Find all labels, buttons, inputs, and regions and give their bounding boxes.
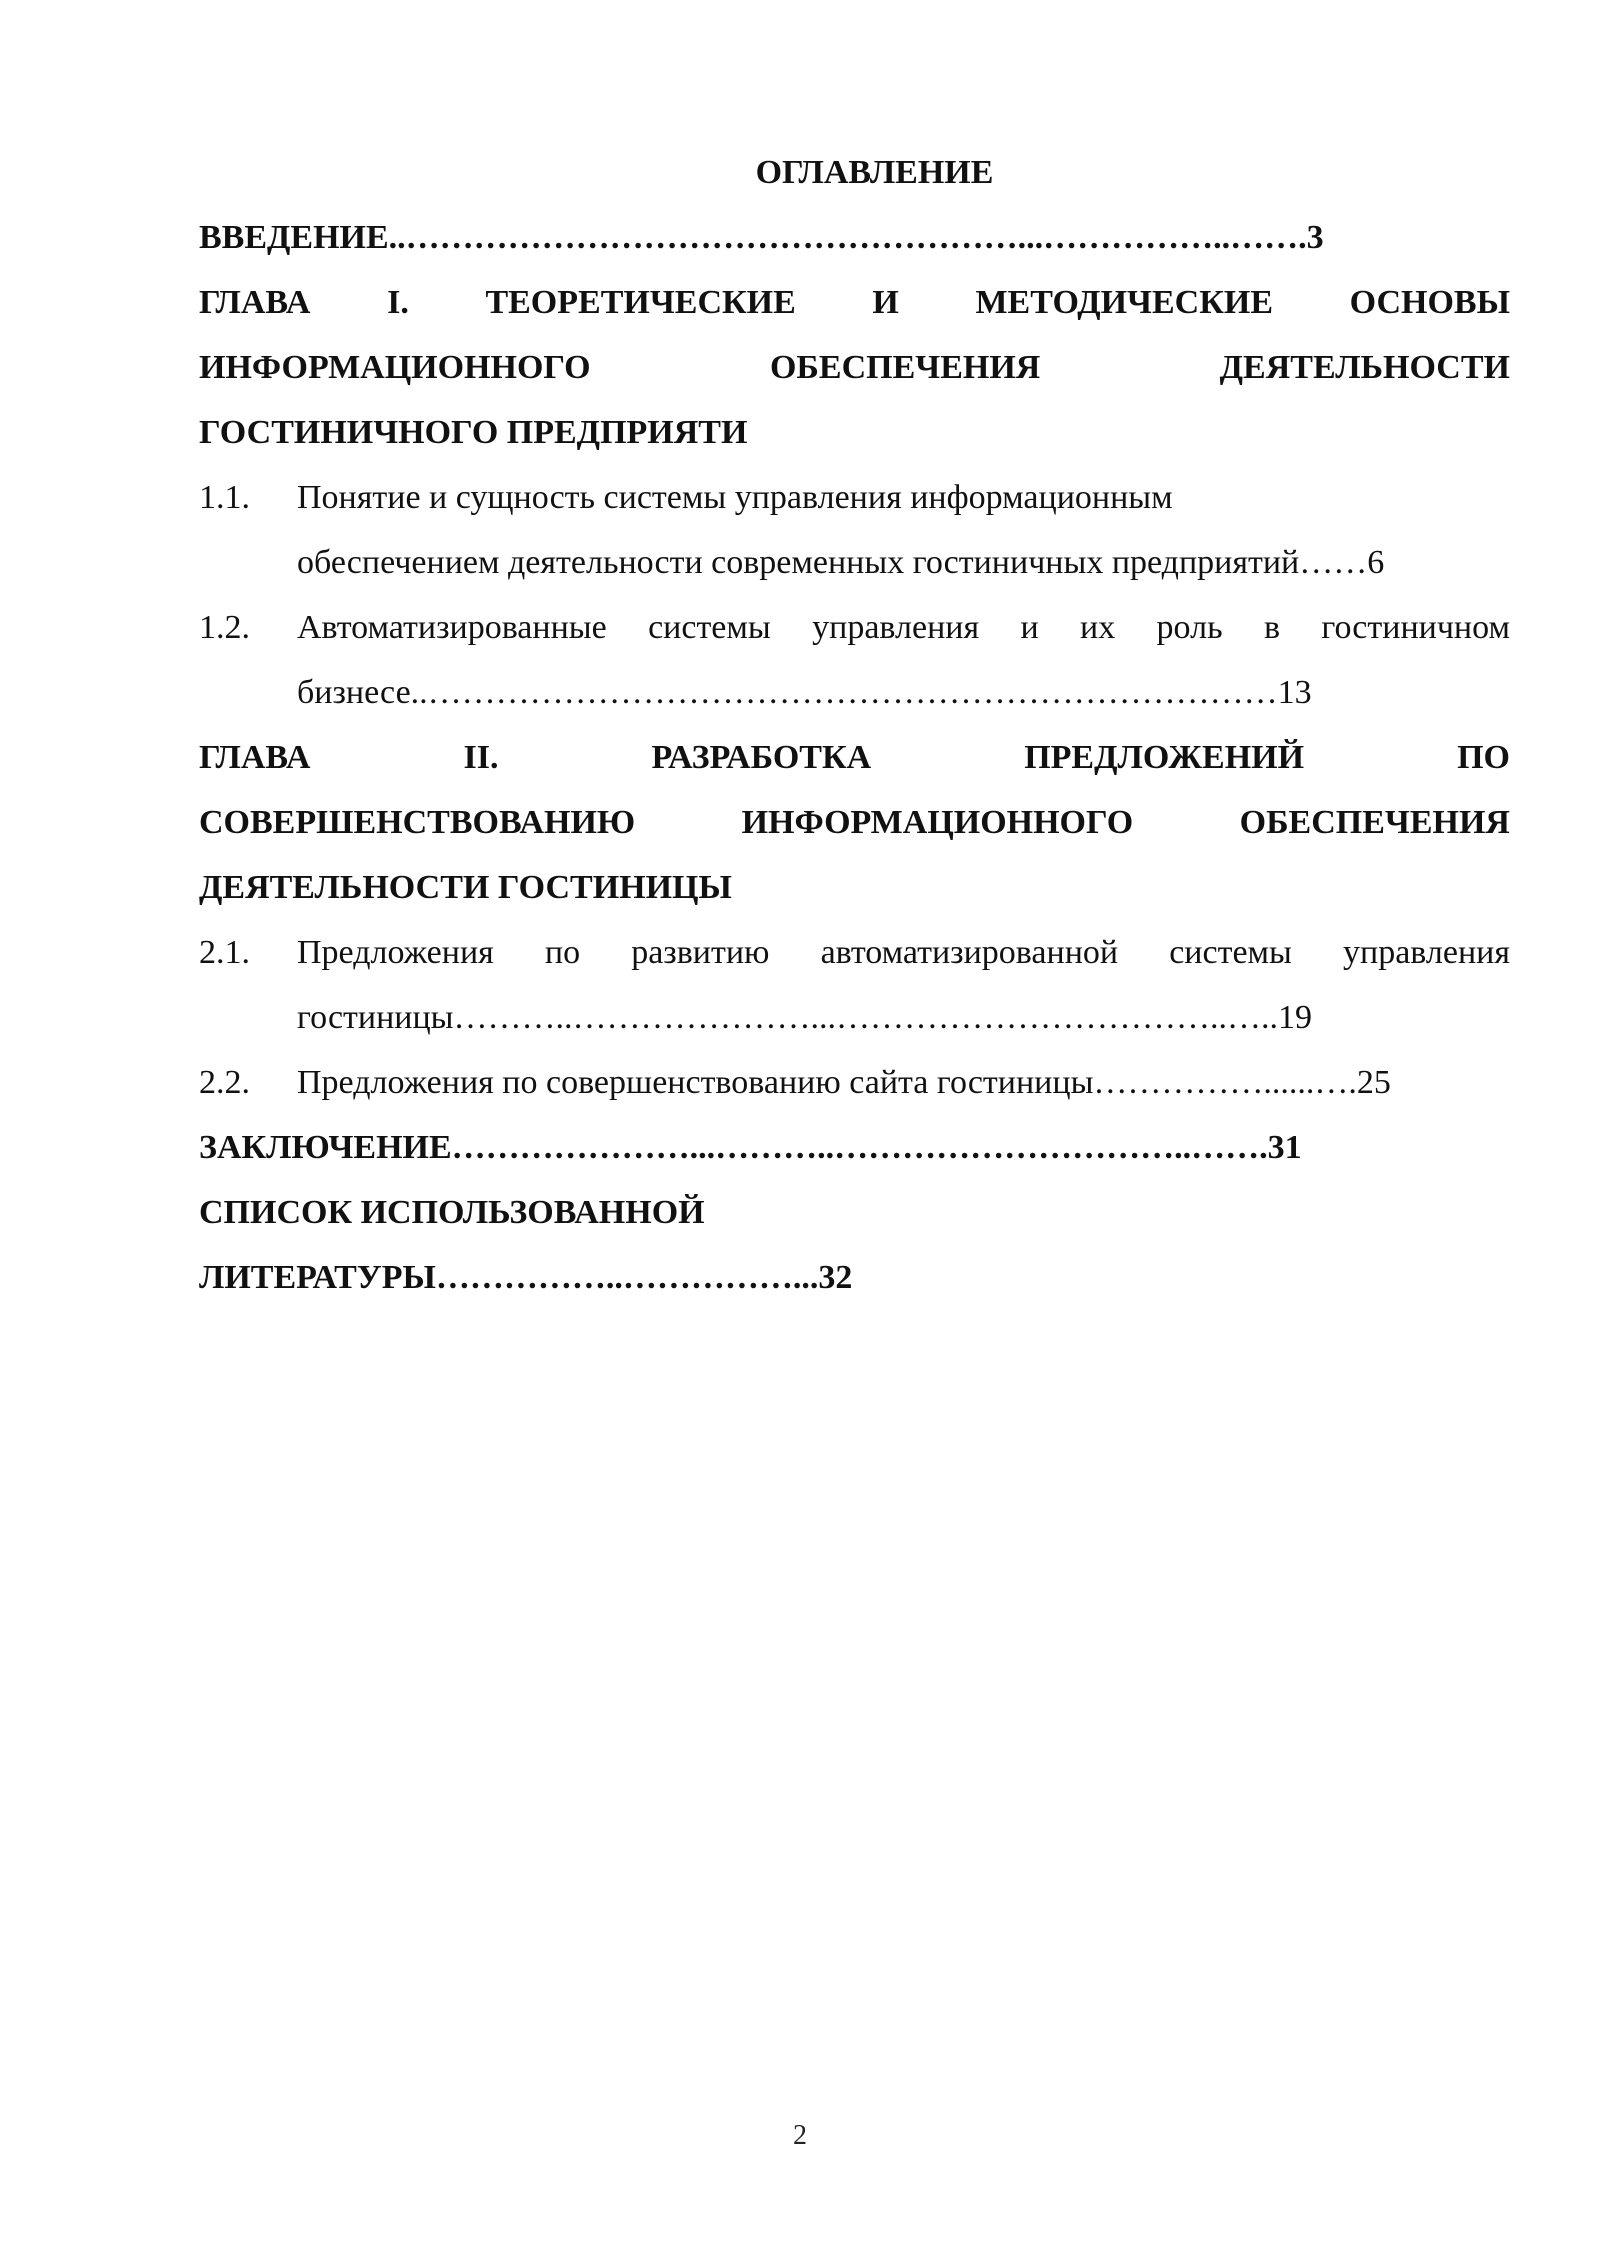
section-title-line-2: гостиницы………..…………………...……………………………..…..19 [297, 999, 1313, 1036]
table-of-contents [199, 140, 1510, 1310]
toc-entry-introduction: ВВЕДЕНИЕ..………………………………………………...……………..…….3 [199, 219, 1324, 256]
section-title-line-2: бизнесе..…………………………………………………………………13 [297, 674, 1312, 711]
section-number: 1.1. [199, 479, 250, 516]
toc-chapter-1-line-1: ГЛАВА I. ТЕОРЕТИЧЕСКИЕ И МЕТОДИЧЕСКИЕ ОСНОВЫ [199, 284, 1510, 321]
toc-section-2-1 [199, 920, 1510, 1050]
section-title-line-1: Понятие и сущность системы управления информационным [297, 479, 1173, 516]
toc-chapter-1-line-2: ИНФОРМАЦИОННОГО ОБЕСПЕЧЕНИЯ ДЕЯТЕЛЬНОСТИ [199, 349, 1510, 386]
toc-section-1-2 [199, 595, 1510, 725]
section-number: 2.1. [199, 934, 250, 971]
section-title-line-1: Предложения по совершенствованию сайта гостиницы……………......….25 [297, 1064, 1391, 1101]
section-title-line-1: Предложения по развитию автоматизированной системы управления [297, 934, 1510, 971]
toc-chapter-1-line-3: ГОСТИНИЧНОГО ПРЕДПРИЯТИ [199, 414, 748, 451]
toc-entry-conclusion: ЗАКЛЮЧЕНИЕ…………………...………..…………………………..…….31 [199, 1129, 1302, 1166]
toc-section-1-1 [199, 465, 1510, 595]
toc-chapter-2-line-1: ГЛАВА II. РАЗРАБОТКА ПРЕДЛОЖЕНИЙ ПО [199, 739, 1510, 776]
section-title-line-1: Автоматизированные системы управления и их роль в гостиничном [297, 609, 1510, 646]
toc-title: ОГЛАВЛЕНИЕ [755, 154, 994, 191]
toc-chapter-2-line-2: СОВЕРШЕНСТВОВАНИЮ ИНФОРМАЦИОННОГО ОБЕСПЕЧЕНИЯ [199, 804, 1510, 841]
toc-entry-references-line-1: СПИСОК ИСПОЛЬЗОВАННОЙ [199, 1194, 705, 1231]
page-number: 2 [793, 2120, 807, 2151]
section-number: 1.2. [199, 609, 250, 646]
section-title-line-2: обеспечением деятельности современных гостиничных предприятий……6 [297, 544, 1385, 581]
toc-entry-references-line-2: ЛИТЕРАТУРЫ……………..……………...32 [199, 1259, 853, 1296]
section-number: 2.2. [199, 1064, 250, 1101]
toc-section-2-2 [199, 1050, 1510, 1115]
toc-chapter-2-line-3: ДЕЯТЕЛЬНОСТИ ГОСТИНИЦЫ [199, 869, 732, 906]
